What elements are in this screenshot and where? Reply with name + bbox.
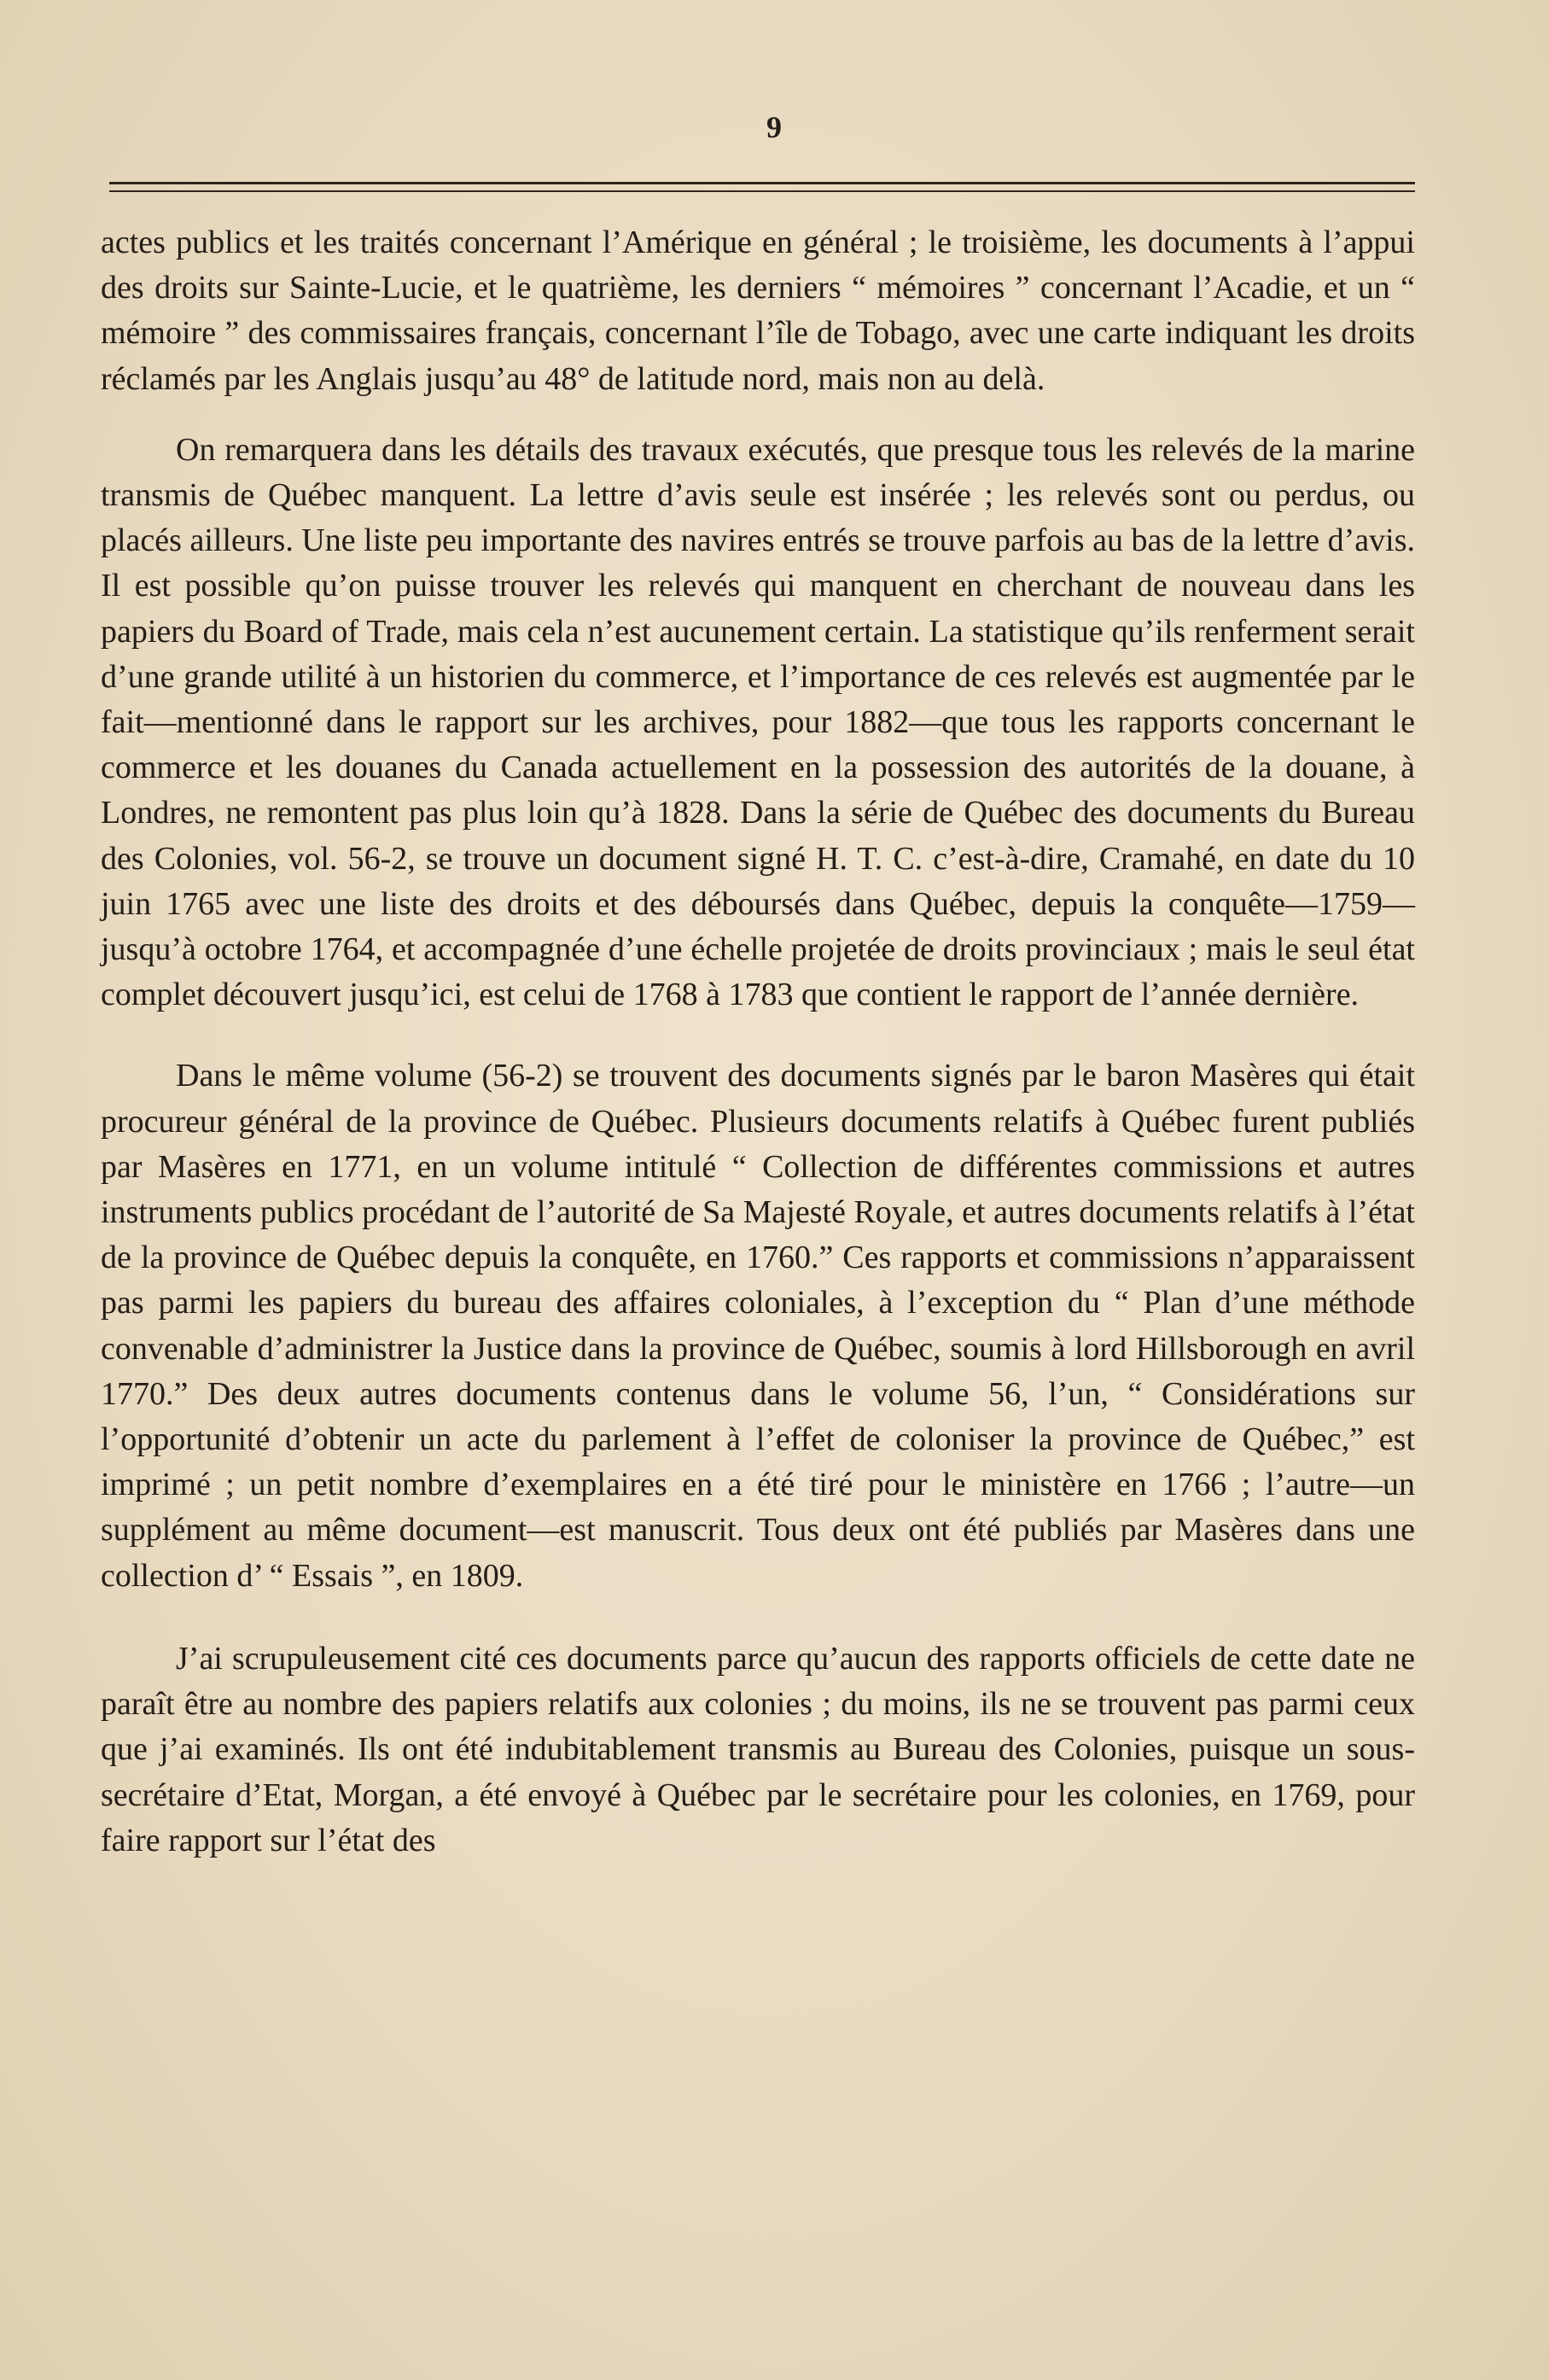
- paragraph-official-reports: J’ai scrupuleusement cité ces documents parce qu’aucun des rapports officiels de cette date ne paraît être au nombre des papiers relatifs aux colonies ; du moins, ils ne se trouvent pas parmi ceux que j’ai examinés. Ils ont été indubitablement transmis au Bureau des Colonies, puisque un sous-secrétaire d’Etat, Morgan, a été envoyé à Québec par le secrétaire pour les colonies, en 1769, pour faire rapport sur l’état des: [101, 1640, 1415, 1858]
- paragraph-maseres-documents: Dans le même volume (56-2) se trouvent des documents signés par le baron Masères qui était procureur général de la province de Québec. Plusieurs documents relatifs à Québec furent publiés par Masères en 1771, en un volume intitulé “ Collection de différentes commissions et autres instruments publics procédant de l’autorité de Sa Majesté Royale, et autres documents relatifs à l’état de la province de Québec depuis la conquête, en 1760.” Ces rapports et commissions n’apparaissent pas parmi les papiers du bureau des affaires coloniales, à l’exception du “ Plan d’une méthode convenable d’administrer la Justice dans la province de Québec, soumis à lord Hillsborough en avril 1770.” Des deux autres documents contenus dans le volume 56, l’un, “ Considérations sur l’opportunité d’obtenir un acte du parlement à l’effet de coloniser la province de Québec,” est imprimé ; un petit nombre d’exemplaires en a été tiré pour le ministère en 1766 ; l’autre—un supplément au même document—est manuscrit. Tous deux ont été publiés par Masères dans une collection d’ “ Essais ”, en 1809.: [101, 1058, 1415, 1594]
- paragraph-spacer: [101, 1018, 1415, 1053]
- header-rule: [109, 182, 1415, 184]
- page-number: 9: [766, 110, 783, 144]
- paragraph-spacer: [101, 1599, 1415, 1636]
- paragraph-continuation: actes publics et les traités concernant l’Amérique en général ; le troisième, les documents à l’appui des droits sur Sainte-Lucie, et le quatrième, les derniers “ mémoires ” concernant l’Acadie, et un “ mémoire ” des commissaires français, concernant l’île de Tobago, avec une carte indiquant les droits réclamés par les Anglais jusqu’au 48° de latitude nord, mais non au delà.: [101, 225, 1415, 397]
- body-text: [101, 220, 1415, 1864]
- paragraph-spacer: [101, 402, 1415, 428]
- paragraph-marine-records: On remarquera dans les détails des travaux exécutés, que presque tous les relevés de la marine transmis de Québec manquent. La lettre d’avis seule est insérée ; les relevés sont ou perdus, ou placés ailleurs. Une liste peu importante des navires entrés se trouve parfois au bas de la lettre d’avis. Il est possible qu’on puisse trouver les relevés qui manquent en cherchant de nouveau dans les papiers du Board of Trade, mais cela n’est aucunement certain. La statistique qu’ils renferment serait d’une grande utilité à un historien du commerce, et l’importance de ces relevés est augmentée par le fait—mentionné dans le rapport sur les archives, pour 1882—que tous les rapports concernant le commerce et les douanes du Canada actuellement en la possession des autorités de la douane, à Londres, ne remontent pas plus loin qu’à 1828. Dans la série de Québec des documents du Bureau des Colonies, vol. 56-2, se trouve un document signé H. T. C. c’est-à-dire, Cramahé, en date du 10 juin 1765 avec une liste des droits et des déboursés dans Québec, depuis la conquête—1759—jusqu’à octobre 1764, et accompagnée d’une échelle projetée de droits provinciaux ; mais le seul état complet découvert jusqu’ici, est celui de 1768 à 1783 que contient le rapport de l’année dernière.: [101, 431, 1415, 1013]
- header-rule-secondary: [109, 190, 1415, 192]
